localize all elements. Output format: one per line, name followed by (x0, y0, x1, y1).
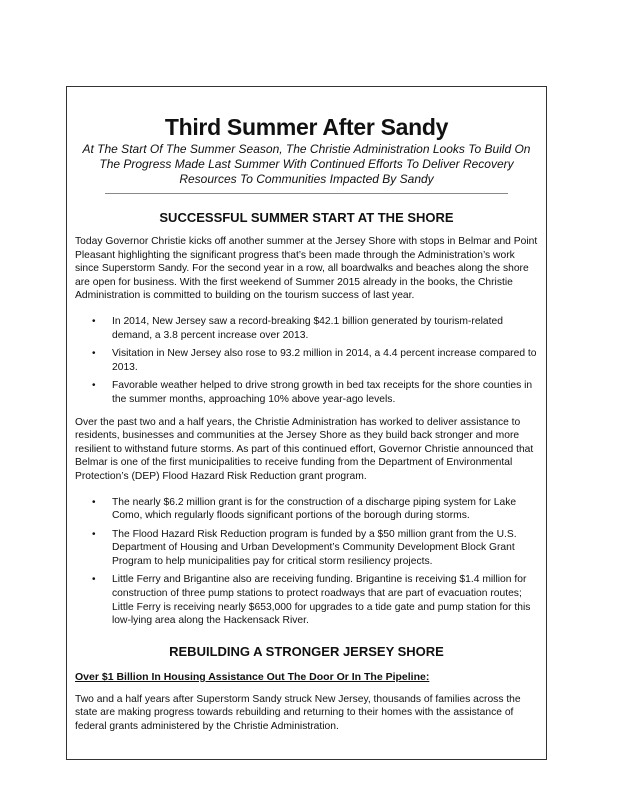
tourism-bullet-list (75, 315, 538, 407)
list-item (75, 496, 538, 523)
bullet-text: Favorable weather helped to drive strong growth in bed tax receipts for the shore counties in the summer months, approaching 10% above year-ago levels. (112, 380, 533, 405)
list-item (75, 379, 538, 406)
bullet-text: The Flood Hazard Risk Reduction program is funded by a $50 million grant from the U.S. Department of Housing and Urban Development’s Community Development Block Grant Program to help municipalities pay for critical storm resiliency projects. (112, 528, 517, 567)
bullet-text: Little Ferry and Brigantine also are receiving funding. Brigantine is receiving $1.4 million for construction of three pump stations to protect roadways that are part of evacuation routes; Little Ferry is receiving nearly $653,000 for upgrades to a tide gate and pump station for this low-lying area along the Hackensack River. (112, 574, 531, 627)
list-item (75, 347, 538, 374)
rebuilding-paragraph: Two and a half years after Superstorm Sandy struck New Jersey, thousands of families across the state are making progress towards rebuilding and returning to their homes with the assistance of federal grants administered by the Christie Administration. (75, 693, 521, 733)
bullet-icon: • (92, 528, 96, 540)
bullet-text: In 2014, New Jersey saw a record-breaking $42.1 billion generated by tourism-related demand, a 3.8 percent increase over 2013. (112, 315, 503, 341)
bullet-text: The nearly $6.2 million grant is for the construction of a discharge piping system for Lake Como, which regularly floods significant portions of the borough during storms. (112, 496, 517, 522)
document-frame (66, 86, 547, 760)
housing-assistance-subheading: Over $1 Billion In Housing Assistance Out The Door Or In The Pipeline: (75, 670, 430, 683)
bullet-text: Visitation in New Jersey also rose to 93.2 million in 2014, a 4.4 percent increase compared to 2013. (112, 348, 537, 373)
section-heading-rebuilding: REBUILDING A STRONGER JERSEY SHORE (169, 643, 444, 659)
title-divider (105, 193, 508, 194)
bullet-icon: • (92, 348, 96, 360)
grant-bullet-list (75, 496, 538, 628)
bullet-icon: • (92, 574, 96, 586)
bullet-icon: • (92, 380, 96, 392)
bullet-icon: • (92, 496, 96, 508)
bullet-icon: • (92, 315, 96, 327)
assistance-paragraph: Over the past two and a half years, the Christie Administration has worked to deliver assistance to residents, businesses and communities at the Jersey Shore as they build back stronger and more resilient to withstand future storms. As part of this continued effort, Governor Christie announced that Belmar is one of the first municipalities to receive funding from the Department of Environmental Protection’s (DEP) Flood Hazard Risk Reduction grant program. (75, 416, 534, 482)
list-item (75, 573, 538, 627)
document-subtitle: At The Start Of The Summer Season, The Christie Administration Looks To Build On The Progress Made Last Summer With Continued Efforts To Deliver Recovery Resources To Communities Impacted By Sandy (82, 142, 531, 186)
list-item (75, 528, 538, 569)
document-title: Third Summer After Sandy (164, 114, 449, 140)
intro-paragraph: Today Governor Christie kicks off another summer at the Jersey Shore with stops in Belmar and Point Pleasant highlighting the significant progress that’s been made through the Administration’s work since Superstorm Sandy. For the second year in a row, all boardwalks and beaches along the shore are open for business. With the first weekend of Summer 2015 already in the books, the Christie Administration is committed to building on the tourism success of last year. (75, 236, 538, 302)
section-heading-summer-start: SUCCESSFUL SUMMER START AT THE SHORE (159, 210, 454, 225)
list-item (75, 315, 538, 342)
